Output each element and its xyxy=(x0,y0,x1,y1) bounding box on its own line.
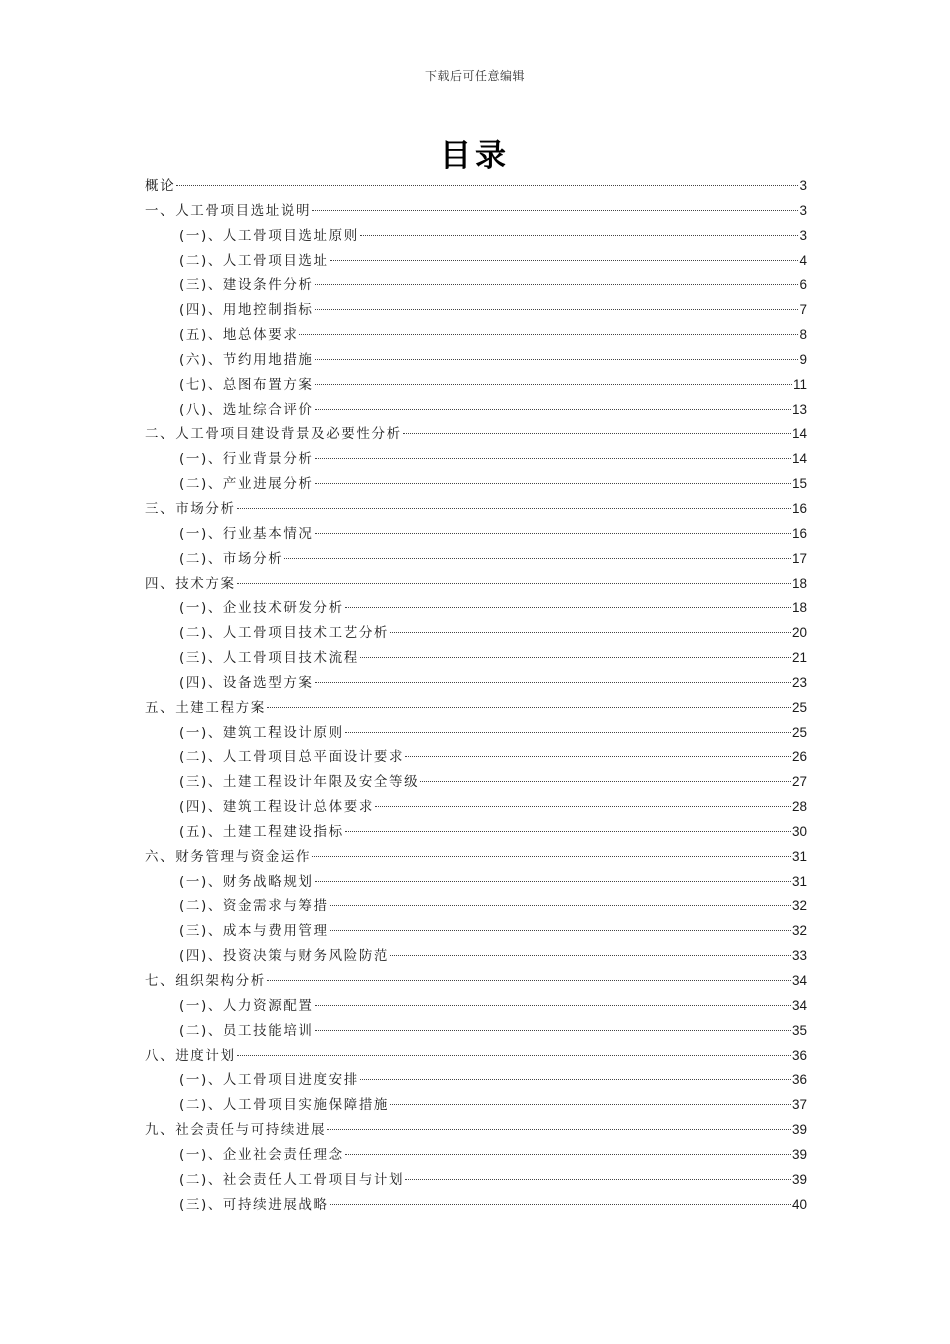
toc-subsection-entry[interactable] xyxy=(145,1019,807,1044)
toc-dot-leader xyxy=(330,260,799,261)
toc-subsection-entry[interactable] xyxy=(145,671,807,696)
toc-page-number: 13 xyxy=(791,401,807,417)
toc-entry-label: (一)、财务战略规划 xyxy=(179,873,314,890)
toc-page-number: 34 xyxy=(791,997,807,1013)
toc-dot-leader xyxy=(405,756,791,757)
toc-entry-label: (一)、建筑工程设计原则 xyxy=(179,724,344,741)
toc-page-number: 30 xyxy=(791,823,807,839)
toc-subsection-entry[interactable] xyxy=(145,273,807,298)
toc-section-entry[interactable] xyxy=(145,1118,807,1143)
toc-entry-label: 八、进度计划 xyxy=(145,1047,236,1064)
toc-dot-leader xyxy=(315,359,799,360)
toc-subsection-entry[interactable] xyxy=(145,919,807,944)
toc-dot-leader xyxy=(315,384,792,385)
toc-section-entry[interactable] xyxy=(145,422,807,447)
toc-subsection-entry[interactable] xyxy=(145,472,807,497)
toc-page-number: 39 xyxy=(791,1146,807,1162)
toc-entry-label: 二、人工骨项目建设背景及必要性分析 xyxy=(145,426,402,443)
toc-subsection-entry[interactable] xyxy=(145,1193,807,1218)
toc-page-number: 15 xyxy=(791,476,807,492)
toc-page-number: 14 xyxy=(791,426,807,442)
toc-entry-label: (一)、人工骨项目进度安排 xyxy=(179,1072,359,1089)
toc-page-number: 34 xyxy=(791,973,807,988)
toc-page-number: 31 xyxy=(791,873,807,889)
toc-dot-leader xyxy=(360,1079,791,1080)
toc-page-number: 32 xyxy=(791,898,807,914)
toc-dot-leader xyxy=(330,1204,791,1205)
toc-entry-label: (四)、设备选型方案 xyxy=(179,674,314,691)
toc-entry-label: (三)、可持续进展战略 xyxy=(179,1196,329,1213)
toc-entry-label: 三、市场分析 xyxy=(145,500,236,517)
toc-entry-label: 六、财务管理与资金运作 xyxy=(145,848,312,865)
toc-section-entry[interactable] xyxy=(145,969,807,994)
toc-entry-label: (四)、投资决策与财务风险防范 xyxy=(179,948,390,965)
toc-dot-leader xyxy=(405,1179,791,1180)
toc-subsection-entry[interactable] xyxy=(145,224,807,249)
toc-entry-label: 九、社会责任与可持续进展 xyxy=(145,1122,327,1139)
toc-entry-label: (一)、人力资源配置 xyxy=(179,997,314,1014)
toc-entry-label: 一、人工骨项目选址说明 xyxy=(145,202,312,219)
toc-page-number: 33 xyxy=(791,948,807,964)
toc-entry-label: (四)、用地控制指标 xyxy=(179,302,314,319)
toc-page-number: 3 xyxy=(799,178,807,193)
toc-page-number: 36 xyxy=(791,1047,807,1063)
toc-page-number: 21 xyxy=(791,650,807,666)
toc-entry-label: (五)、地总体要求 xyxy=(179,327,299,344)
toc-page-number: 3 xyxy=(799,227,807,243)
toc-subsection-entry[interactable] xyxy=(145,1168,807,1193)
toc-page-number: 9 xyxy=(799,351,807,367)
toc-page-number: 18 xyxy=(791,575,807,591)
toc-entry-label: (三)、成本与费用管理 xyxy=(179,923,329,940)
toc-section-entry[interactable] xyxy=(145,696,807,721)
toc-entry-label: 概论 xyxy=(145,178,176,194)
toc-subsection-entry[interactable] xyxy=(145,323,807,348)
toc-entry-label: (八)、选址综合评价 xyxy=(179,401,314,418)
toc-dot-leader xyxy=(327,1129,791,1130)
toc-subsection-entry[interactable] xyxy=(145,447,807,472)
toc-dot-leader xyxy=(284,558,791,559)
toc-entry-label: (二)、人工骨项目技术工艺分析 xyxy=(179,625,390,642)
toc-page-number: 25 xyxy=(791,724,807,740)
toc-dot-leader xyxy=(315,284,799,285)
toc-page-number: 35 xyxy=(791,1022,807,1038)
toc-dot-leader xyxy=(375,806,791,807)
toc-dot-leader xyxy=(420,781,791,782)
toc-entry-label: 七、组织架构分析 xyxy=(145,973,266,989)
toc-subsection-entry[interactable] xyxy=(145,522,807,547)
toc-dot-leader xyxy=(237,583,791,584)
toc-dot-leader xyxy=(237,1055,791,1056)
toc-entry-label: (二)、市场分析 xyxy=(179,550,284,567)
toc-entry-label: (二)、社会责任人工骨项目与计划 xyxy=(179,1171,405,1188)
toc-entry-label: (二)、人工骨项目总平面设计要求 xyxy=(179,749,405,766)
toc-page-number: 26 xyxy=(791,749,807,765)
toc-entry-label: 五、土建工程方案 xyxy=(145,699,266,716)
toc-section-entry[interactable] xyxy=(145,497,807,522)
toc-page-number: 39 xyxy=(791,1122,807,1138)
toc-dot-leader xyxy=(330,930,791,931)
toc-dot-leader xyxy=(267,980,791,981)
toc-dot-leader xyxy=(299,334,798,335)
toc-dot-leader xyxy=(267,707,791,708)
toc-entry-label: (一)、行业背景分析 xyxy=(179,451,314,468)
toc-subsection-entry[interactable] xyxy=(145,1093,807,1118)
toc-dot-leader xyxy=(345,732,791,733)
toc-dot-leader xyxy=(345,607,791,608)
toc-page-number: 4 xyxy=(799,252,807,268)
toc-entry-label: (四)、建筑工程设计总体要求 xyxy=(179,799,374,816)
toc-dot-leader xyxy=(360,657,791,658)
toc-dot-leader xyxy=(237,508,791,509)
toc-entry-label: (三)、土建工程设计年限及安全等级 xyxy=(179,774,420,791)
toc-subsection-entry[interactable] xyxy=(145,894,807,919)
toc-page-number: 11 xyxy=(792,376,807,392)
toc-page-number: 7 xyxy=(799,302,807,318)
toc-entry-label: (二)、资金需求与筹措 xyxy=(179,898,329,915)
toc-subsection-entry[interactable] xyxy=(145,596,807,621)
toc-page-number: 3 xyxy=(799,202,807,218)
toc-page-number: 39 xyxy=(791,1171,807,1187)
toc-dot-leader xyxy=(312,856,791,857)
toc-subsection-entry[interactable] xyxy=(145,1068,807,1093)
toc-dot-leader xyxy=(315,409,791,410)
toc-dot-leader xyxy=(315,309,799,310)
toc-subsection-entry[interactable] xyxy=(145,795,807,820)
toc-subsection-entry[interactable] xyxy=(145,547,807,572)
toc-entry-label: (一)、企业技术研发分析 xyxy=(179,600,344,617)
toc-dot-leader xyxy=(330,905,791,906)
toc-title: 目录 xyxy=(440,138,510,174)
toc-page-number: 20 xyxy=(791,625,807,641)
toc-subsection-entry[interactable] xyxy=(145,745,807,770)
toc-page-number: 28 xyxy=(791,799,807,815)
toc-subsection-entry[interactable] xyxy=(145,249,807,274)
toc-subsection-entry[interactable] xyxy=(145,1143,807,1168)
toc-entry-label: (七)、总图布置方案 xyxy=(179,376,314,393)
header-note: 下载后可任意编辑 xyxy=(424,69,525,83)
toc-page-number: 16 xyxy=(791,500,807,516)
toc-page-number: 17 xyxy=(791,550,807,566)
toc-subsection-entry[interactable] xyxy=(145,721,807,746)
toc-entry-label: (二)、员工技能培训 xyxy=(179,1022,314,1039)
toc-dot-leader xyxy=(315,458,791,459)
toc-page-number: 18 xyxy=(791,600,807,616)
toc-page-number: 40 xyxy=(791,1196,807,1212)
toc-page-number: 8 xyxy=(799,327,807,343)
toc-dot-leader xyxy=(345,1154,791,1155)
toc-page-number: 25 xyxy=(791,699,807,715)
toc-entry-label: (六)、节约用地措施 xyxy=(179,351,314,368)
toc-dot-leader xyxy=(345,831,791,832)
toc-subsection-entry[interactable] xyxy=(145,870,807,895)
toc-subsection-entry[interactable] xyxy=(145,348,807,373)
toc-subsection-entry[interactable] xyxy=(145,398,807,423)
toc-dot-leader xyxy=(315,1005,791,1006)
toc-dot-leader xyxy=(315,1030,791,1031)
toc-section-entry[interactable] xyxy=(145,1044,807,1069)
toc-subsection-entry[interactable] xyxy=(145,646,807,671)
toc-page-number: 31 xyxy=(791,848,807,864)
toc-entry-label: (一)、行业基本情况 xyxy=(179,525,314,542)
toc-entry-label: (一)、人工骨项目选址原则 xyxy=(179,227,359,244)
toc-page-number: 16 xyxy=(791,525,807,541)
toc-dot-leader xyxy=(360,235,799,236)
toc-subsection-entry[interactable] xyxy=(145,770,807,795)
toc-page-number: 14 xyxy=(791,451,807,467)
table-of-contents xyxy=(145,174,807,1217)
toc-dot-leader xyxy=(390,955,791,956)
toc-dot-leader xyxy=(312,210,798,211)
toc-entry-label: (二)、产业进展分析 xyxy=(179,476,314,493)
toc-dot-leader xyxy=(315,533,791,534)
toc-dot-leader xyxy=(390,1104,791,1105)
toc-subsection-entry[interactable] xyxy=(145,944,807,969)
toc-entry-label: 四、技术方案 xyxy=(145,575,236,592)
toc-subsection-entry[interactable] xyxy=(145,994,807,1019)
toc-page-number: 32 xyxy=(791,923,807,939)
toc-dot-leader xyxy=(176,185,798,186)
toc-subsection-entry[interactable] xyxy=(145,820,807,845)
toc-section-entry[interactable] xyxy=(145,572,807,597)
toc-section-entry[interactable] xyxy=(145,199,807,224)
toc-entry-label: (二)、人工骨项目选址 xyxy=(179,252,329,269)
toc-page-number: 37 xyxy=(791,1097,807,1113)
toc-subsection-entry[interactable] xyxy=(145,373,807,398)
toc-dot-leader xyxy=(390,632,791,633)
toc-page-number: 6 xyxy=(799,277,807,293)
toc-dot-leader xyxy=(315,881,791,882)
toc-page-number: 27 xyxy=(791,774,807,790)
toc-subsection-entry[interactable] xyxy=(145,621,807,646)
toc-entry-label: (三)、人工骨项目技术流程 xyxy=(179,650,359,667)
toc-page-number: 23 xyxy=(791,674,807,690)
toc-dot-leader xyxy=(315,483,791,484)
toc-section-entry[interactable] xyxy=(145,845,807,870)
toc-section-entry[interactable] xyxy=(145,174,807,199)
toc-page-number: 36 xyxy=(791,1072,807,1088)
toc-entry-label: (二)、人工骨项目实施保障措施 xyxy=(179,1097,390,1114)
toc-entry-label: (三)、建设条件分析 xyxy=(179,277,314,294)
toc-dot-leader xyxy=(403,433,791,434)
toc-entry-label: (五)、土建工程建设指标 xyxy=(179,823,344,840)
toc-entry-label: (一)、企业社会责任理念 xyxy=(179,1146,344,1163)
toc-subsection-entry[interactable] xyxy=(145,298,807,323)
toc-dot-leader xyxy=(315,682,791,683)
